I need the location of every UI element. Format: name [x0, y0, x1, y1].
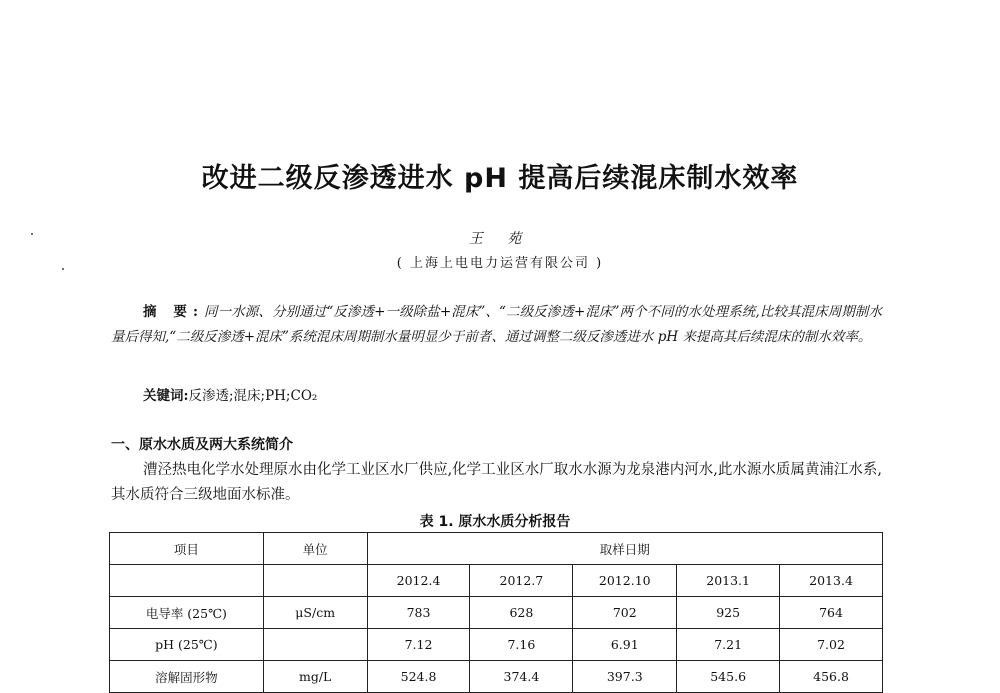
value-cell: 628 — [470, 597, 573, 629]
abstract-text: 同一水源、分别通过“反渗透+一级除盐+混床”、“二级反渗透+混床”两个不同的水处理系统,比较其混床周期制水量后得知,“二级反渗透+混床”系统混床周期制水量明显少于前者、通过调整二级反渗透进水 pH 来提高其后续混床的制水效率。 — [111, 304, 882, 345]
value-cell: 545.6 — [677, 661, 780, 693]
row-unit — [263, 629, 367, 661]
table-row — [110, 629, 883, 661]
author-affiliation: ( 上海上电电力运营有限公司 ) — [396, 256, 604, 271]
keywords — [143, 384, 317, 404]
value-cell: 783 — [367, 597, 470, 629]
table-row — [110, 661, 883, 693]
date-cell: 2013.4 — [780, 565, 883, 597]
water-quality-table — [109, 532, 883, 693]
row-item: 溶解固形物 — [110, 661, 264, 693]
date-cell: 2013.1 — [677, 565, 780, 597]
abstract-label: 摘 要: — [143, 304, 204, 320]
header-item: 项目 — [110, 533, 264, 565]
value-cell: 524.8 — [367, 661, 470, 693]
date-cell: 2012.4 — [367, 565, 470, 597]
header-unit: 单位 — [263, 533, 367, 565]
value-cell: 702 — [573, 597, 677, 629]
keywords-text: 反渗透;混床;PH;CO₂ — [188, 388, 318, 404]
paper-title: 改进二级反渗透进水 pH 提高后续混床制水效率 — [201, 163, 799, 194]
value-cell: 6.91 — [573, 629, 677, 661]
section-heading: 一、原水水质及两大系统简介 — [111, 437, 293, 453]
row-item: pH (25℃) — [110, 629, 264, 661]
abstract — [111, 300, 882, 350]
value-cell: 7.02 — [780, 629, 883, 661]
row-unit: μS/cm — [263, 597, 367, 629]
date-cell: 2012.10 — [573, 565, 677, 597]
table-header-row — [110, 533, 883, 565]
body-paragraph: 漕泾热电化学水处理原水由化学工业区水厂供应,化学工业区水厂取水水源为龙泉港内河水,此水源水质属黄浦江水系,其水质符合三级地面水标准。 — [111, 462, 882, 503]
value-cell: 456.8 — [780, 661, 883, 693]
table-row — [110, 597, 883, 629]
row-unit: mg/L — [263, 661, 367, 693]
date-cell: 2012.7 — [470, 565, 573, 597]
header-sampling-date: 取样日期 — [367, 533, 882, 565]
row-item: 电导率 (25℃) — [110, 597, 264, 629]
value-cell: 764 — [780, 597, 883, 629]
table-date-row — [110, 565, 883, 597]
value-cell: 7.21 — [677, 629, 780, 661]
value-cell: 397.3 — [573, 661, 677, 693]
author-name: 王 苑 — [468, 231, 532, 247]
value-cell: 7.12 — [367, 629, 470, 661]
keywords-label: 关键词: — [143, 388, 189, 404]
table-caption: 表 1. 原水水质分析报告 — [419, 514, 571, 530]
blank-cell — [263, 565, 367, 597]
value-cell: 925 — [677, 597, 780, 629]
blank-cell — [110, 565, 264, 597]
value-cell: 374.4 — [470, 661, 573, 693]
value-cell: 7.16 — [470, 629, 573, 661]
